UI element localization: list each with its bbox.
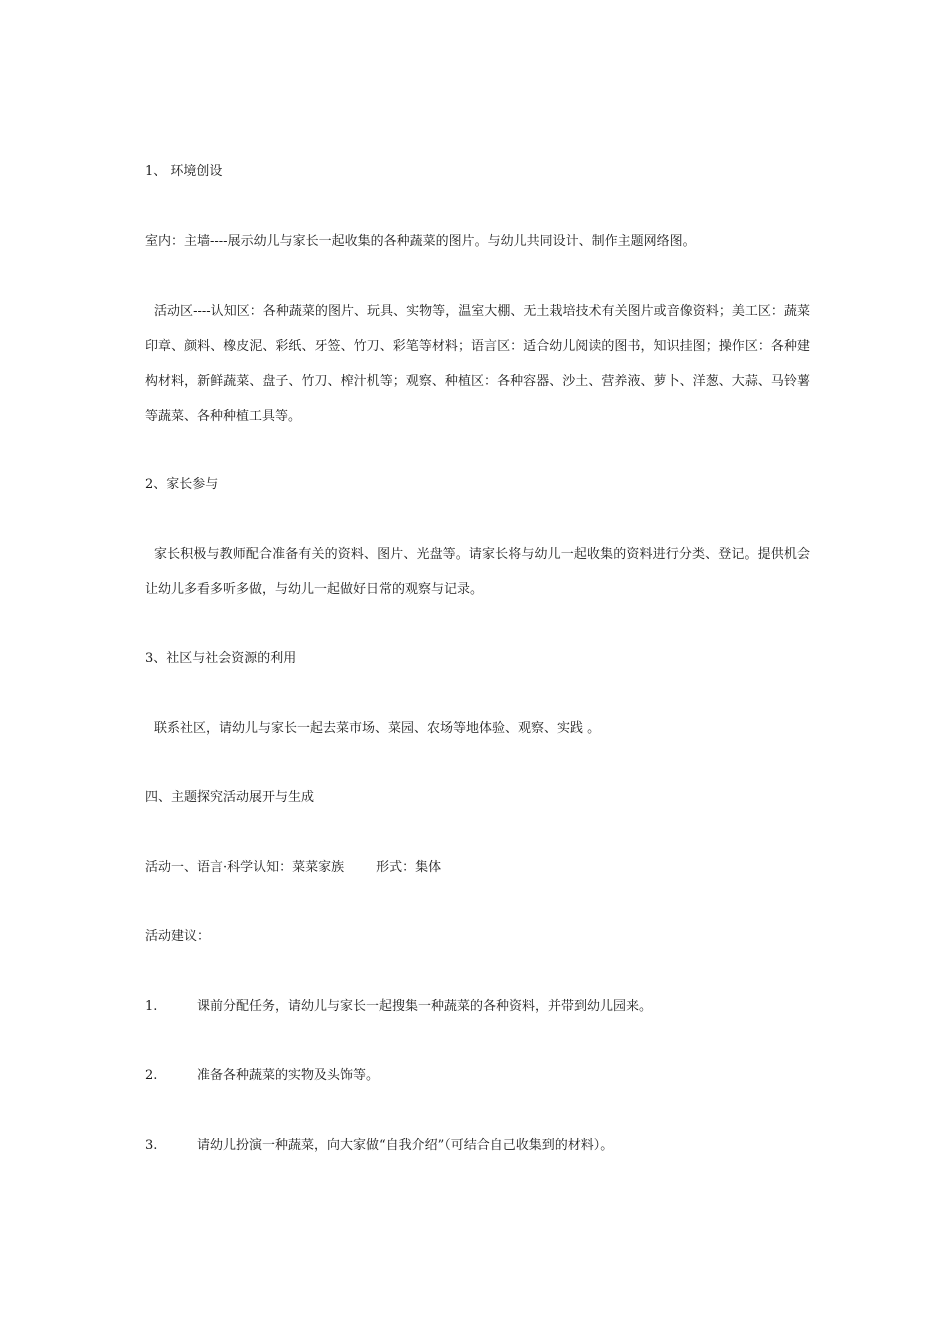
parent-participation-paragraph: 家长积极与教师配合准备有关的资料、图片、光盘等。请家长将与幼儿一起收集的资料进行分类、登记。提供机会让幼儿多看多听多做，与幼儿一起做好日常的观察与记录。 (145, 547, 810, 597)
activity-1-form: 形式：集体 (376, 860, 442, 875)
activity-1-line (145, 850, 810, 885)
section-1-heading: 1、 环境创设 (145, 164, 223, 179)
indoor-paragraph: 室内：主墙----展示幼儿与家长一起收集的各种蔬菜的图片。与幼儿共同设计、制作主题网络图。 (145, 234, 696, 249)
section-4-heading: 四、主题探究活动展开与生成 (145, 790, 315, 805)
activity-area-paragraph: 活动区----认知区：各种蔬菜的图片、玩具、实物等，温室大棚、无土栽培技术有关图片或音像资料；美工区：蔬菜印章、颜料、橡皮泥、彩纸、牙签、竹刀、彩笔等材料；语言区：适合幼儿阅读的图书，知识挂图；操作区：各种建构材料，新鲜蔬菜、盘子、竹刀、榨汁机等；观察、种植区：各种容器、沙土、营养液、萝卜、洋葱、大蒜、马铃薯等蔬菜、各种种植工具等。 (145, 304, 810, 424)
activity-suggestion-label: 活动建议： (145, 929, 211, 944)
list-item-text: 请幼儿扮演一种蔬菜，向大家做“自我介绍”（可结合自己收集到的材料）。 (197, 1138, 614, 1153)
list-item (145, 1128, 810, 1163)
community-paragraph: 联系社区，请幼儿与家长一起去菜市场、菜园、农场等地体验、观察、实践 。 (154, 721, 601, 736)
list-item-number: 1. (145, 999, 158, 1014)
list-item (145, 989, 810, 1024)
list-item-text: 准备各种蔬菜的实物及头饰等。 (197, 1068, 380, 1083)
list-item-text: 课前分配任务，请幼儿与家长一起搜集一种蔬菜的各种资料，并带到幼儿园来。 (197, 999, 653, 1014)
list-item-number: 3. (145, 1138, 158, 1153)
list-item-number: 2. (145, 1068, 158, 1083)
list-item (145, 1058, 810, 1093)
section-3-heading: 3、社区与社会资源的利用 (145, 651, 297, 666)
activity-1-title: 活动一、语言·科学认知：菜菜家族 (145, 860, 345, 875)
section-2-heading: 2、家长参与 (145, 477, 219, 492)
